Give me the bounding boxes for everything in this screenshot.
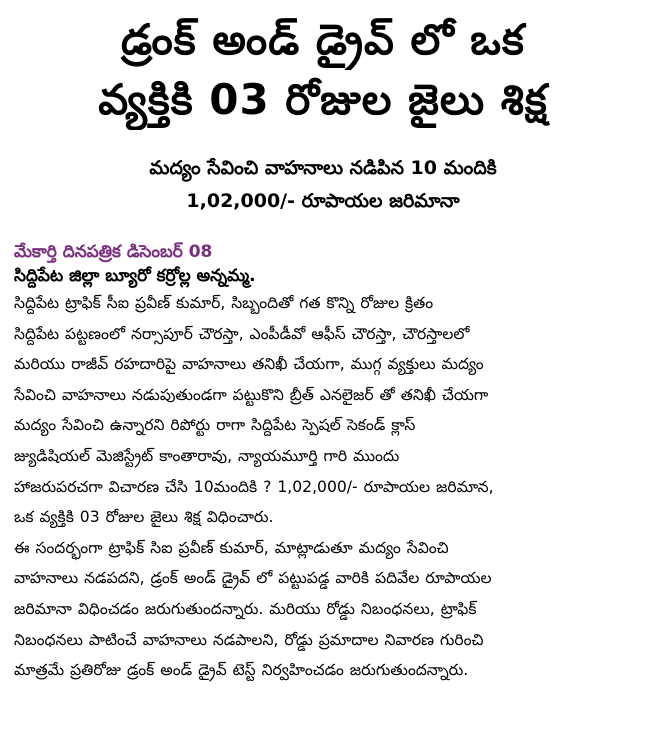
body-line: సిద్దిపేట ట్రాఫిక్ సీఐ ప్రవీణ్ కుమార్, సిబ్బందితో గత కొన్ని రోజుల క్రితం xyxy=(14,294,434,312)
headline-line-1: డ్రంక్ అండ్ డ్రైవ్ లో ఒక xyxy=(121,15,525,64)
body-line: మాత్రమే ప్రతిరోజు డ్రంక్ అండ్ డ్రైవ్ టెస్ట్ నిర్వహించడం జరుగుతుందన్నారు. xyxy=(14,661,469,680)
headline-line-2: వ్యక్తికి 03 రోజుల జైలు శిక్ష xyxy=(98,75,548,124)
body-line: సిద్దిపేట పట్టణంలో నర్సాపూర్ చౌరస్తా, ఎంపీడీవో ఆఫీస్ చౌరస్తా, చౌరస్తాలలో xyxy=(14,324,470,343)
body-line: ఒక వ్యక్తికి 03 రోజుల జైలు శిక్ష విధించారు. xyxy=(14,508,274,527)
dateline-bureau: సిద్దిపేట జిల్లా బ్యూరో కర్రోల్ల అన్నమ్మ. xyxy=(14,266,256,286)
body-line: జరిమానా విధించడం జరుగుతుందన్నారు. మరియు రోడ్డు నిబంధనలు, ట్రాఫిక్ xyxy=(14,599,477,618)
body-line: జ్యుడిషియల్ మెజిస్ట్రేట్ కాంతారావు, న్యాయమూర్తి గారి ముందు xyxy=(14,446,400,465)
body-line: మద్యం సేవించి ఉన్నారని రిపోర్టు రాగా సిద్దిపేట స్పెషల్ సెకండ్ క్లాస్ xyxy=(14,416,416,435)
body-line: నిబంధనలు పాటించే వాహనాలు నడపాలని, రోడ్డు ప్రమాదాల నివారణ గురించి xyxy=(14,630,484,649)
body-line: ఈ సందర్భంగా ట్రాఫిక్ సిఐ ప్రవీణ్ కుమార్, మాట్లాడుతూ మద్యం సేవించి xyxy=(14,538,449,557)
article-body xyxy=(14,288,632,686)
body-line: వాహనాలు నడపదని, డ్రంక్ అండ్ డ్రైవ్ లో పట్టుపడ్డ వారికి పదివేల రూపాయల xyxy=(14,569,492,588)
subheadline-line-1: మద్యం సేవించి వాహనాలు నడిపిన 10 మందికి xyxy=(149,157,497,179)
subheadline-line-2: 1,02,000/- రూపాయల జరిమానా xyxy=(186,190,460,212)
body-line: హాజరుపరచగా విచారణ చేసి 10మందికి ? 1,02,000/- రూపాయల జరిమాన, xyxy=(14,477,494,496)
body-line: మరియు రాజీవ్ రహదారిపై వాహనాలు తనిఖీ చేయగా, ముగ్గ వ్యక్తులు మద్యం xyxy=(14,355,484,374)
body-line: సేవించి వాహనాలు నడుపుతుండగా పట్టుకొని బ్రీత్ ఎనలైజర్ తో తనిఖీ చేయగా xyxy=(14,385,489,404)
headline xyxy=(14,10,632,130)
dateline-source: మేకార్తి దినపత్రిక డిసెంబర్ 08 xyxy=(14,242,213,262)
spacer xyxy=(14,218,632,240)
